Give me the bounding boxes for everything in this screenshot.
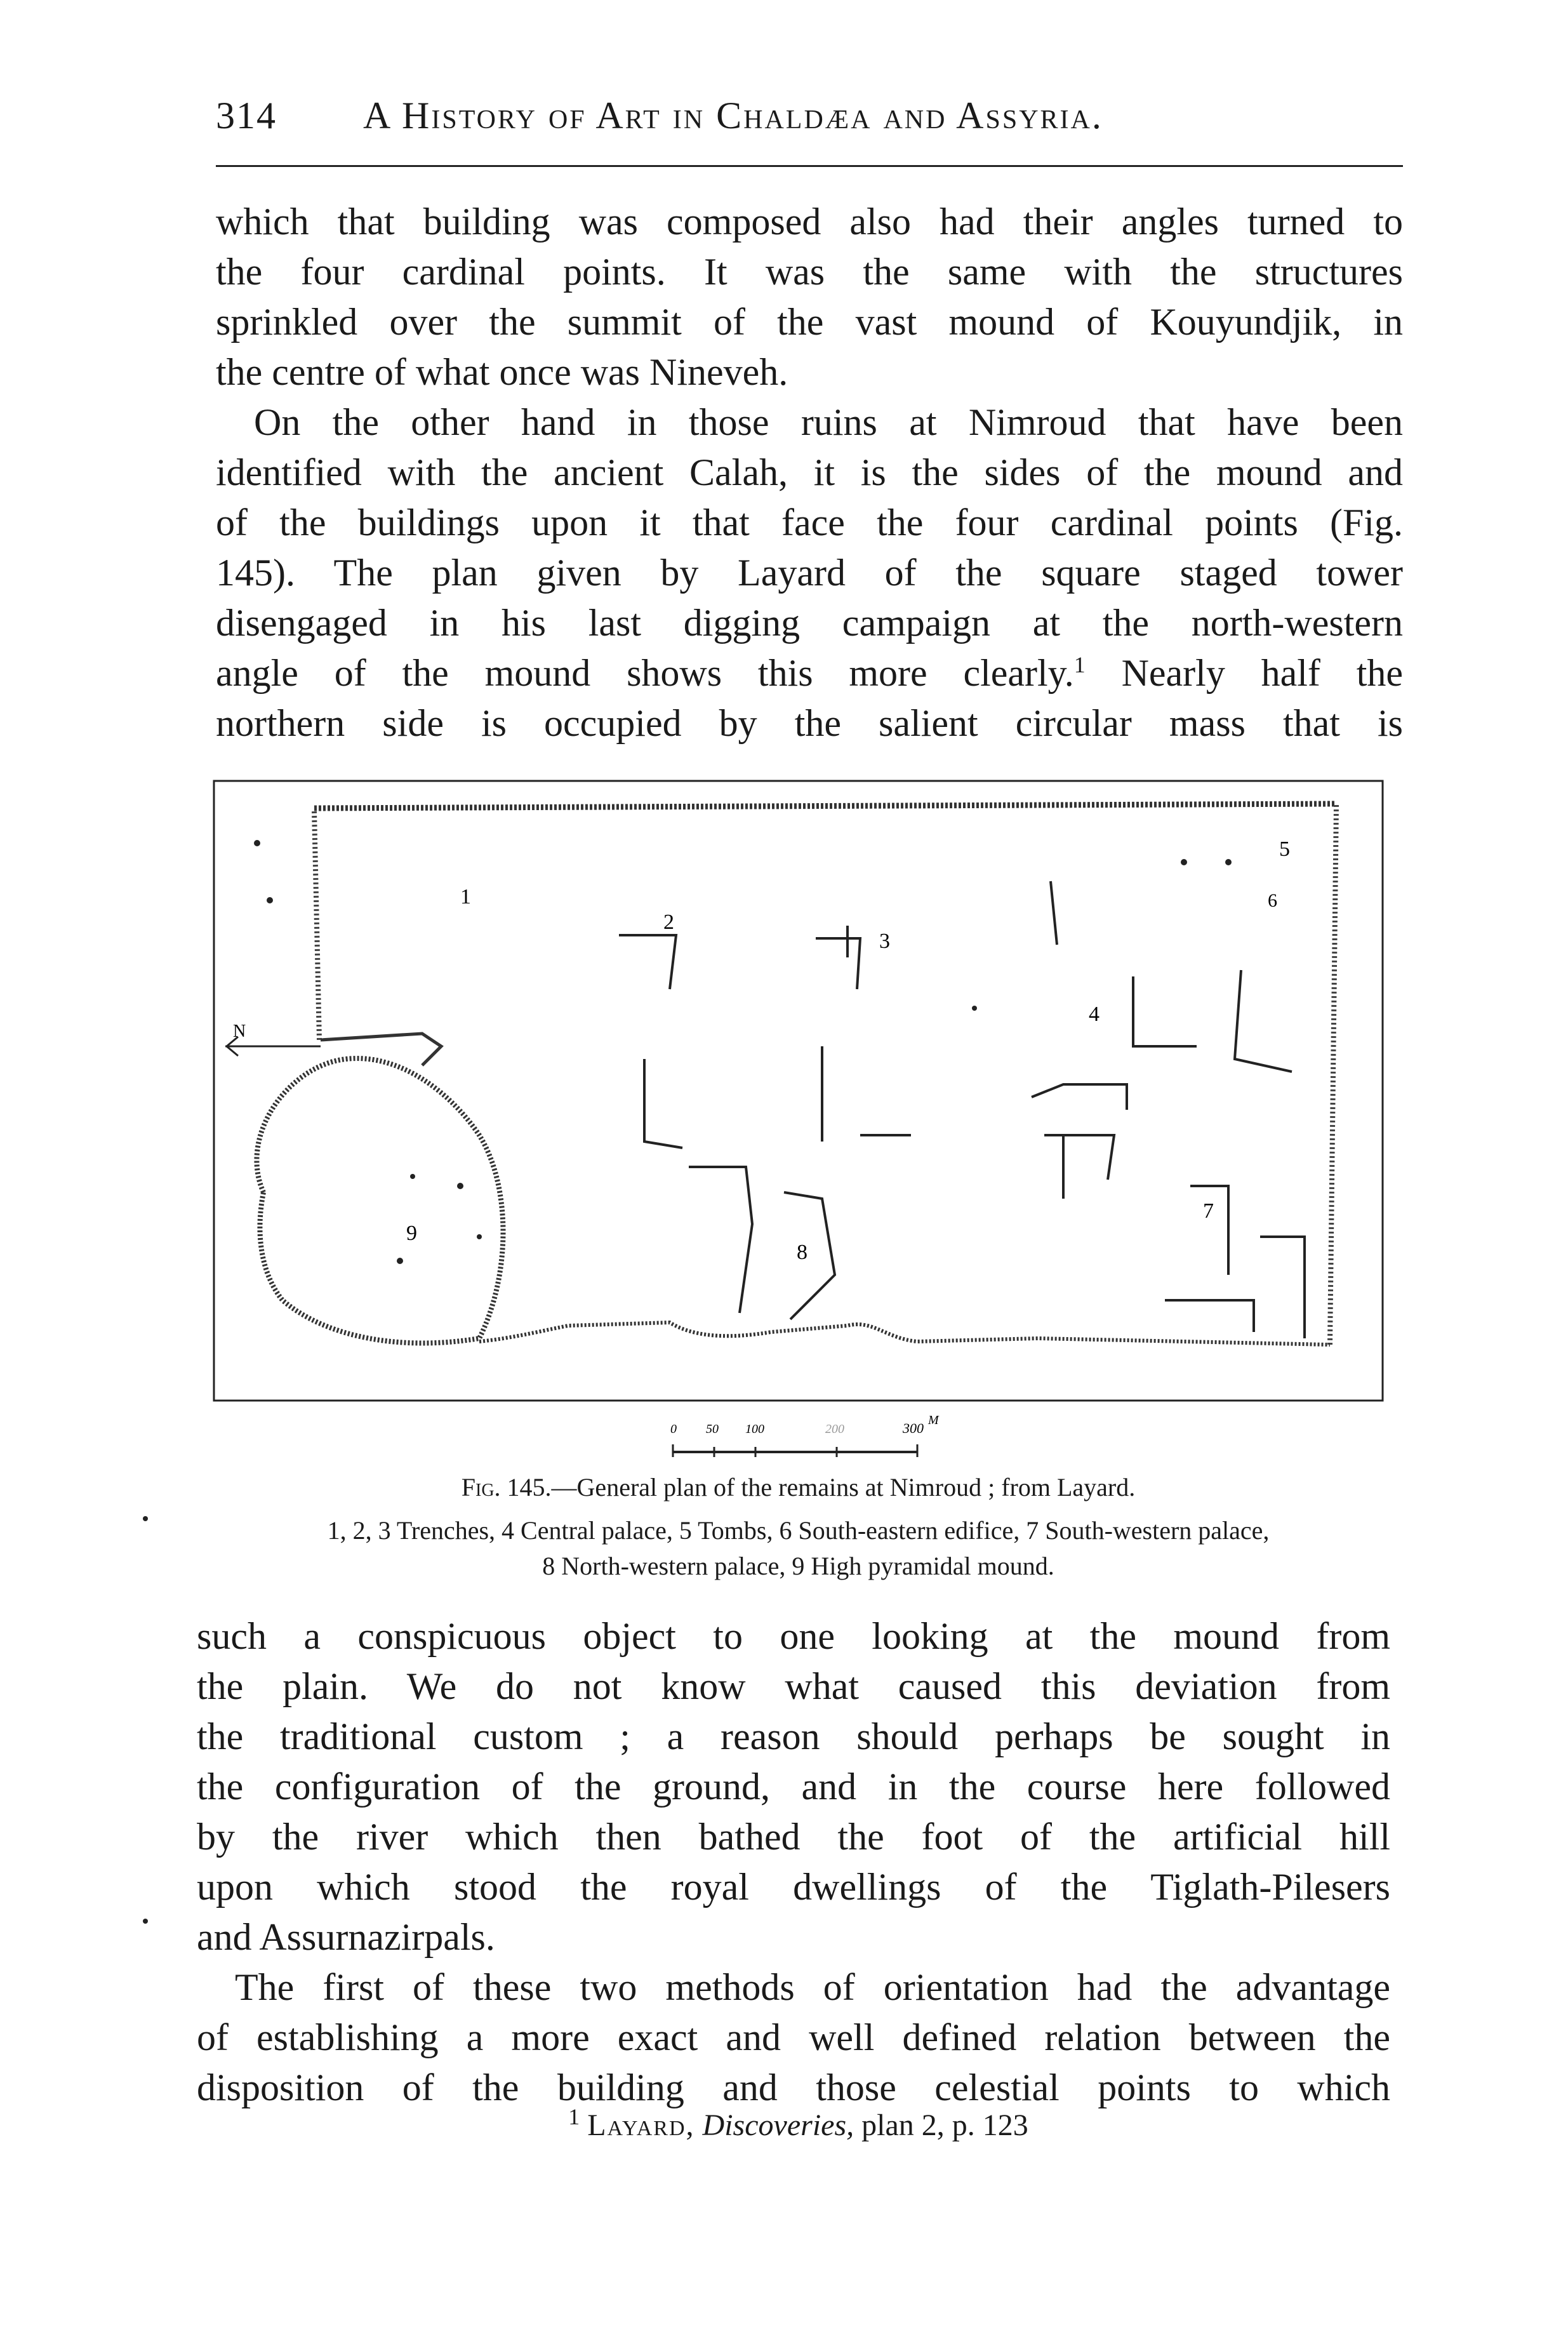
legend-line: 1, 2, 3 Trenches, 4 Central palace, 5 Tombs, 6 South-eastern edifice, 7 South-western palace, [327,1516,1270,1545]
text-line: the configuration of the ground, and in the course here followed [197,1766,1390,1808]
footnote-number: 1 [568,2104,580,2129]
text-line: On the other hand in those ruins at Nimroud that have been [254,401,1403,443]
text-line: the plain. We do not know what caused this deviation from [197,1665,1390,1707]
figure-caption-title [213,1472,1384,1503]
footnote-title: Discoveries, [702,2108,854,2142]
label-4: 4 [1089,1002,1100,1026]
label-9: 9 [406,1222,417,1245]
label-8: 8 [797,1241,807,1264]
high-pyramidal-mound [256,1058,503,1343]
label-6: 6 [1268,890,1277,911]
scale-label-300: 300 [903,1420,924,1436]
footnote-reference: plan 2, p. 123 [861,2108,1028,2142]
scale-label-100: 100 [745,1422,764,1436]
footnote-marker: 1 [1073,652,1086,677]
text-line: disposition of the building and those celestial points to which [197,2067,1390,2108]
text-line: the traditional custom ; a reason should perhaps be sought in [197,1715,1390,1757]
mound-north-edge [314,804,1336,808]
figure-title: —General plan of the remains at Nimroud ; from Layard. [551,1473,1136,1502]
scale-bar-drawing [667,1406,1009,1476]
text-segment: angle of the mound shows this more clearly. [216,652,1074,694]
label-5: 5 [1279,837,1290,861]
scale-unit: M [928,1413,939,1427]
text-line: The first of these two methods of orientation had the advantage [235,1966,1390,2008]
site-plan-drawing [213,780,1384,1402]
figure-number: Fig. 145. [461,1473,552,1502]
figure-frame [214,781,1383,1401]
margin-mark [143,1919,148,1924]
scale-bar [667,1406,1009,1476]
scale-label-50: 50 [706,1422,719,1436]
north-label: N [233,1022,246,1041]
margin-mark [143,1516,148,1521]
plan-dots [254,840,1232,1264]
text-line: upon which stood the royal dwellings of the Tiglath-Pilesers [197,1866,1390,1908]
running-title: A History of Art in Chaldæa and Assyria. [363,95,1103,137]
mound-west-edge [314,811,319,1040]
label-7: 7 [1203,1199,1214,1223]
text-line: the centre of what once was Nineveh. [216,351,788,393]
text-line-with-footnote [216,648,1403,698]
figure-legend [213,1513,1384,1584]
nimroud-plan-figure [213,780,1384,1402]
text-line: which that building was composed also had their angles turned to [216,201,1403,243]
legend-line: 8 North-western palace, 9 High pyramidal mound. [542,1552,1054,1580]
text-line: and Assurnazirpals. [197,1916,495,1958]
text-line: sprinkled over the summit of the vast mound of Kouyundjik, in [216,301,1403,343]
running-head [216,94,1244,145]
label-3: 3 [879,929,890,953]
paragraph-4 [197,1962,1390,2113]
paragraph-1 [216,197,1403,397]
label-1: 1 [460,885,471,909]
label-2: 2 [663,910,674,934]
trench-structures [619,881,1305,1338]
mound-south-edge [479,1322,1330,1345]
text-segment: Nearly half the [1085,652,1403,694]
footnote [213,2104,1384,2145]
text-line: 145). The plan given by Layard of the square staged tower [216,552,1403,594]
text-line: identified with the ancient Calah, it is the sides of the mound and [216,451,1403,493]
scale-label-0: 0 [670,1422,677,1436]
text-line: disengaged in his last digging campaign at the north-western [216,602,1403,644]
scale-label-200: 200 [825,1422,844,1436]
mound-east-edge [1330,805,1336,1345]
footnote-author: Layard, [587,2108,695,2142]
header-rule [216,165,1403,167]
text-line: by the river which then bathed the foot of the artificial hill [197,1816,1390,1858]
paragraph-3 [197,1611,1390,1962]
paragraph-2 [216,397,1403,749]
text-line: the four cardinal points. It was the same with the structures [216,251,1403,293]
text-line: of establishing a more exact and well defined relation between the [197,2016,1390,2058]
text-line: such a conspicuous object to one looking at the mound from [197,1615,1390,1657]
text-line: northern side is occupied by the salient circular mass that is [216,702,1403,744]
page-number: 314 [216,95,277,137]
text-line: of the buildings upon it that face the four cardinal points (Fig. [216,502,1403,543]
